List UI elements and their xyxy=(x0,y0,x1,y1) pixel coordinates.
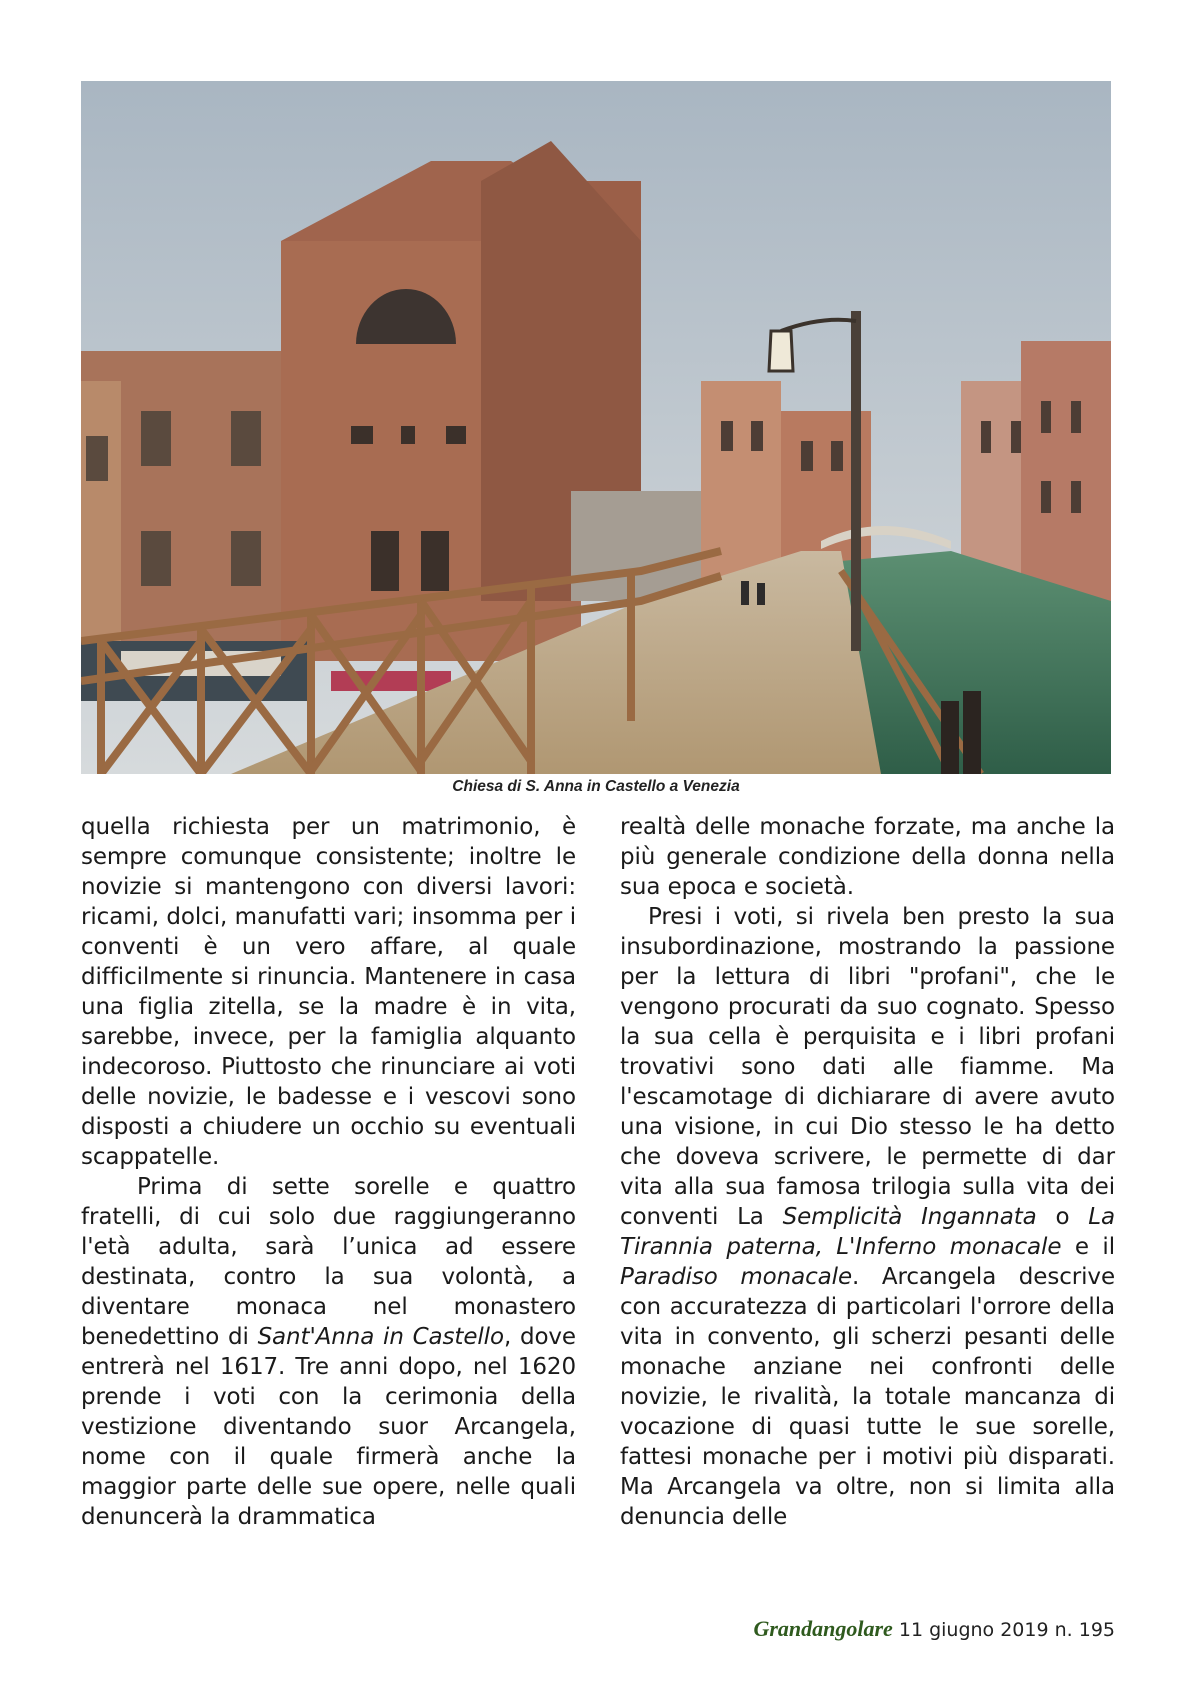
italic-title: Paradiso monacale xyxy=(620,1264,853,1290)
paragraph: Prima di sette sorelle e quattro fratelli, di cui solo due raggiungeranno l'età adulta, sarà l’unica ad essere destinata, contro la sua volontà, a diventare monaca nel monastero benedettino di Sant'Anna in Castello, dove entrerà nel 1617. Tre anni dopo, nel 1620 prende i voti con la cerimonia della vestizione diventando suor Arcangela, nome con il quale firmerà anche la maggior parte delle sue opere, nelle quali denuncerà la drammatica xyxy=(81,1174,576,1530)
church-photo xyxy=(81,81,1111,774)
magazine-name: Grandangolare xyxy=(753,1616,893,1641)
italic-title: Sant'Anna in Castello xyxy=(257,1324,504,1350)
paragraph: realtà delle monache forzate, ma anche la più generale condizione della donna nella sua epoca e società. xyxy=(620,814,1115,900)
italic-title: La Tirannia paterna, L'Inferno monacale xyxy=(620,1204,1115,1260)
text-column-right xyxy=(620,812,1115,1532)
paragraph: quella richiesta per un matrimonio, è sempre comunque consistente; inoltre le novizie si mantengono con diversi lavori: ricami, dolci, manufatti vari; insomma per i conventi è un vero affare, al quale difficilmente si rinuncia. Mantenere in casa una figlia zitella, se la madre è in vita, sarebbe, invece, per la famiglia alquanto indecoroso. Piuttosto che rinunciare ai voti delle novizie, le badesse e i vescovi sono disposti a chiudere un occhio su eventuali scappatelle. xyxy=(81,814,576,1170)
paragraph: Presi i voti, si rivela ben presto la sua insubordinazione, mostrando la passione per la lettura di libri "profani", che le vengono procurati da suo cognato. Spesso la sua cella è perquisita e i libri profani trovativi sono dati alle fiamme. Ma l'escamotage di dichiarare di avere avuto una visione, in cui Dio stesso le ha detto che doveva scrivere, le permette di dar vita alla sua famosa trilogia sulla vita dei conventi La Semplicità Ingannata o La Tirannia paterna, L'Inferno monacale e il Paradiso monacale. Arcangela descrive con accuratezza di particolari l'orrore della vita in convento, gli scherzi pesanti delle monache anziane nei confronti delle novizie, le rivalità, la totale mancanza di vocazione di quasi tutte le sue sorelle, fattesi monache per i motivi più disparati. Ma Arcangela va oltre, non si limita alla denuncia delle xyxy=(620,904,1115,1530)
venice-canal-illustration xyxy=(81,81,1111,774)
text-column-left xyxy=(81,812,576,1532)
figure-caption: Chiesa di S. Anna in Castello a Venezia xyxy=(452,778,740,795)
issue-date: 11 giugno 2019 n. 195 xyxy=(892,1619,1115,1641)
italic-title: Semplicità Ingannata xyxy=(782,1204,1037,1230)
page-footer xyxy=(753,1616,1115,1642)
